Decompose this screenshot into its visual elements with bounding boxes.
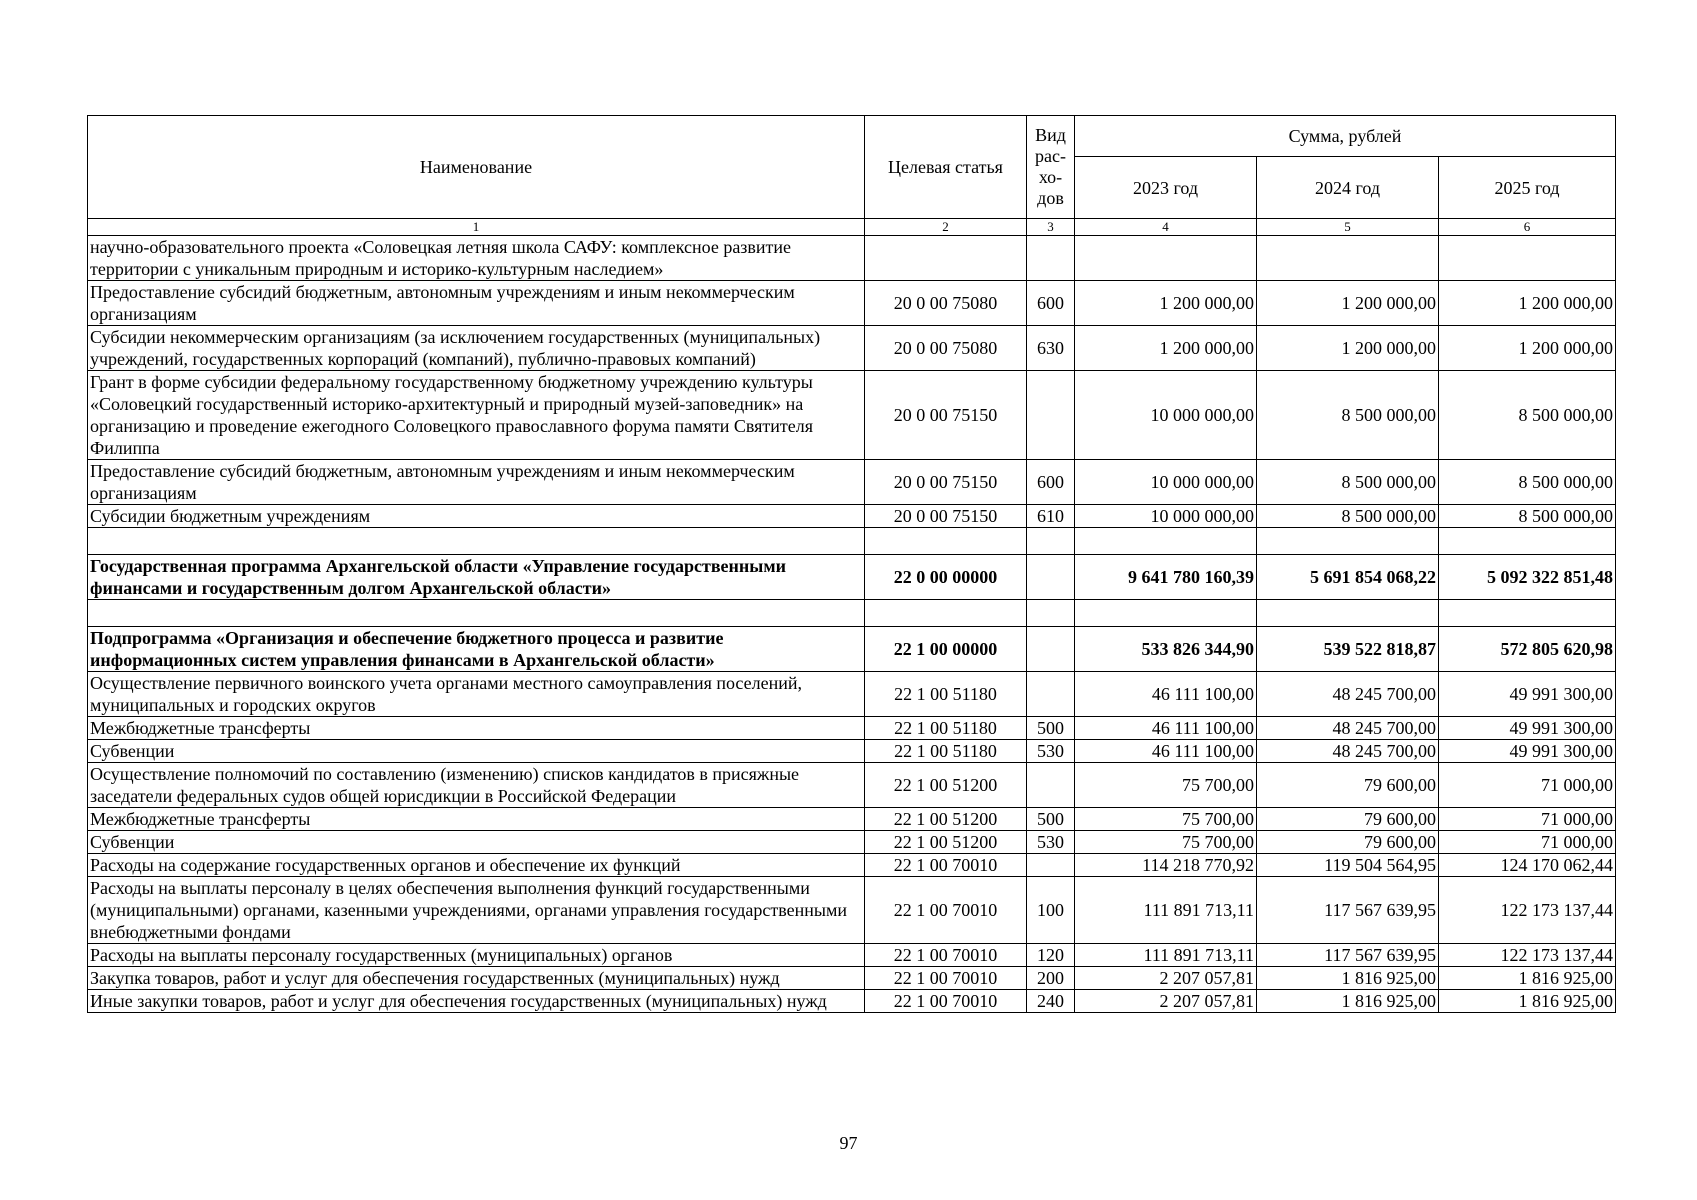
column-number: 3 [1027, 219, 1075, 236]
row-expense-type: 600 [1027, 460, 1075, 505]
budget-sheet [87, 115, 1615, 1013]
header-year-2023: 2023 год [1075, 157, 1257, 219]
row-name: Субвенции [88, 740, 865, 763]
row-target: 22 1 00 51200 [865, 831, 1027, 854]
row-expense-type [1027, 236, 1075, 281]
row-expense-type [1027, 600, 1075, 627]
row-amount-2023: 1 200 000,00 [1075, 281, 1257, 326]
row-expense-type [1027, 528, 1075, 555]
row-amount-2023: 10 000 000,00 [1075, 371, 1257, 460]
table-row-blank [88, 528, 1616, 555]
row-expense-type [1027, 555, 1075, 600]
row-amount-2025: 8 500 000,00 [1439, 371, 1616, 460]
row-target: 22 1 00 70010 [865, 877, 1027, 944]
row-expense-type [1027, 672, 1075, 717]
table-row [88, 505, 1616, 528]
table-row [88, 281, 1616, 326]
row-amount-2024: 119 504 564,95 [1257, 854, 1439, 877]
table-row [88, 672, 1616, 717]
row-name: Субвенции [88, 831, 865, 854]
row-target: 20 0 00 75150 [865, 460, 1027, 505]
row-amount-2024: 8 500 000,00 [1257, 460, 1439, 505]
row-expense-type: 500 [1027, 717, 1075, 740]
row-name: Закупка товаров, работ и услуг для обеспечения государственных (муниципальных) нужд [88, 967, 865, 990]
row-target: 22 1 00 70010 [865, 967, 1027, 990]
row-expense-type [1027, 854, 1075, 877]
row-amount-2025: 1 816 925,00 [1439, 990, 1616, 1013]
table-row [88, 854, 1616, 877]
row-target: 22 1 00 00000 [865, 627, 1027, 672]
table-row [88, 717, 1616, 740]
row-amount-2024: 79 600,00 [1257, 763, 1439, 808]
row-target: 22 1 00 51180 [865, 740, 1027, 763]
row-amount-2024: 79 600,00 [1257, 808, 1439, 831]
row-target [865, 528, 1027, 555]
row-name: Государственная программа Архангельской области «Управление государственными финансами и государственным долгом Архангельской области» [88, 555, 865, 600]
row-amount-2023: 111 891 713,11 [1075, 944, 1257, 967]
header-year-2024: 2024 год [1257, 157, 1439, 219]
row-name: Межбюджетные трансферты [88, 717, 865, 740]
row-target: 20 0 00 75150 [865, 505, 1027, 528]
header-target: Целевая статья [865, 116, 1027, 219]
table-row [88, 831, 1616, 854]
row-target: 22 1 00 51180 [865, 717, 1027, 740]
table-row [88, 944, 1616, 967]
row-amount-2025: 124 170 062,44 [1439, 854, 1616, 877]
row-amount-2025: 8 500 000,00 [1439, 460, 1616, 505]
row-amount-2024: 5 691 854 068,22 [1257, 555, 1439, 600]
row-amount-2023 [1075, 600, 1257, 627]
row-name: Грант в форме субсидии федеральному государственному бюджетному учреждению культуры «Соловецкий государственный историко-архитектурный и природный музей-заповедник» на организацию и проведение ежегодного Соловецкого православного форума памяти Святителя Филиппа [88, 371, 865, 460]
row-amount-2024: 48 245 700,00 [1257, 672, 1439, 717]
row-amount-2024: 117 567 639,95 [1257, 944, 1439, 967]
row-target: 22 1 00 51180 [865, 672, 1027, 717]
row-amount-2024 [1257, 236, 1439, 281]
row-amount-2024: 1 816 925,00 [1257, 967, 1439, 990]
row-target [865, 600, 1027, 627]
row-amount-2024: 48 245 700,00 [1257, 717, 1439, 740]
row-name [88, 600, 865, 627]
row-target: 22 1 00 70010 [865, 854, 1027, 877]
row-target [865, 236, 1027, 281]
row-name: Расходы на выплаты персоналу государственных (муниципальных) органов [88, 944, 865, 967]
table-row [88, 877, 1616, 944]
row-target: 22 1 00 51200 [865, 808, 1027, 831]
column-number: 5 [1257, 219, 1439, 236]
row-amount-2025: 1 200 000,00 [1439, 326, 1616, 371]
row-amount-2023: 46 111 100,00 [1075, 717, 1257, 740]
row-target: 20 0 00 75150 [865, 371, 1027, 460]
row-amount-2023: 10 000 000,00 [1075, 460, 1257, 505]
row-amount-2025: 122 173 137,44 [1439, 944, 1616, 967]
row-target: 22 0 00 00000 [865, 555, 1027, 600]
row-amount-2023 [1075, 236, 1257, 281]
row-name: Субсидии бюджетным учреждениям [88, 505, 865, 528]
row-name: Субсидии некоммерческим организациям (за исключением государственных (муниципальных) учреждений, государственных корпораций (компаний), публично-правовых компаний) [88, 326, 865, 371]
table-body [88, 236, 1616, 1013]
row-amount-2025: 1 200 000,00 [1439, 281, 1616, 326]
table-header [88, 116, 1616, 236]
row-amount-2025: 71 000,00 [1439, 763, 1616, 808]
row-expense-type [1027, 763, 1075, 808]
budget-table [87, 115, 1616, 1013]
row-amount-2023: 533 826 344,90 [1075, 627, 1257, 672]
page-number: 97 [839, 1133, 858, 1153]
row-amount-2024: 8 500 000,00 [1257, 371, 1439, 460]
row-expense-type: 610 [1027, 505, 1075, 528]
row-expense-type: 120 [1027, 944, 1075, 967]
row-amount-2025: 122 173 137,44 [1439, 877, 1616, 944]
row-target: 22 1 00 70010 [865, 990, 1027, 1013]
table-row [88, 763, 1616, 808]
row-amount-2023: 46 111 100,00 [1075, 672, 1257, 717]
row-name: Расходы на содержание государственных органов и обеспечение их функций [88, 854, 865, 877]
row-amount-2024 [1257, 528, 1439, 555]
row-expense-type: 530 [1027, 740, 1075, 763]
row-target: 22 1 00 70010 [865, 944, 1027, 967]
row-name: Предоставление субсидий бюджетным, автономным учреждениям и иным некоммерческим организациям [88, 460, 865, 505]
row-amount-2023: 75 700,00 [1075, 763, 1257, 808]
row-amount-2025: 71 000,00 [1439, 808, 1616, 831]
row-amount-2024: 1 816 925,00 [1257, 990, 1439, 1013]
header-year-2025: 2025 год [1439, 157, 1616, 219]
table-row [88, 808, 1616, 831]
header-expense-type [1027, 116, 1075, 219]
row-expense-type: 240 [1027, 990, 1075, 1013]
table-row [88, 460, 1616, 505]
column-number: 1 [88, 219, 865, 236]
row-name [88, 528, 865, 555]
row-amount-2025: 49 991 300,00 [1439, 740, 1616, 763]
header-expense-type-line: рас- [1035, 146, 1066, 166]
header-expense-type-line: Вид [1035, 125, 1066, 145]
table-row [88, 967, 1616, 990]
column-number: 2 [865, 219, 1027, 236]
row-name: Осуществление первичного воинского учета органами местного самоуправления поселений, муниципальных и городских округов [88, 672, 865, 717]
column-number: 4 [1075, 219, 1257, 236]
row-name: Межбюджетные трансферты [88, 808, 865, 831]
row-amount-2024: 1 200 000,00 [1257, 326, 1439, 371]
row-expense-type: 530 [1027, 831, 1075, 854]
row-expense-type: 600 [1027, 281, 1075, 326]
row-amount-2024: 117 567 639,95 [1257, 877, 1439, 944]
row-amount-2023: 2 207 057,81 [1075, 967, 1257, 990]
row-name: Расходы на выплаты персоналу в целях обеспечения выполнения функций государственными (муниципальными) органами, казенными учреждениями, органами управления государственными внебюджетными фондами [88, 877, 865, 944]
row-amount-2025: 572 805 620,98 [1439, 627, 1616, 672]
row-expense-type [1027, 371, 1075, 460]
table-row [88, 236, 1616, 281]
row-amount-2025: 5 092 322 851,48 [1439, 555, 1616, 600]
row-expense-type: 630 [1027, 326, 1075, 371]
row-amount-2025: 49 991 300,00 [1439, 717, 1616, 740]
column-number-row [88, 219, 1616, 236]
row-expense-type: 500 [1027, 808, 1075, 831]
row-amount-2023: 75 700,00 [1075, 831, 1257, 854]
row-target: 20 0 00 75080 [865, 281, 1027, 326]
row-amount-2023: 10 000 000,00 [1075, 505, 1257, 528]
row-expense-type: 100 [1027, 877, 1075, 944]
header-name: Наименование [88, 116, 865, 219]
header-sum: Сумма, рублей [1075, 116, 1616, 157]
row-amount-2023: 111 891 713,11 [1075, 877, 1257, 944]
row-name: Осуществление полномочий по составлению (изменению) списков кандидатов в присяжные заседатели федеральных судов общей юрисдикции в Российской Федерации [88, 763, 865, 808]
table-row [88, 990, 1616, 1013]
table-row [88, 627, 1616, 672]
row-amount-2024: 79 600,00 [1257, 831, 1439, 854]
row-amount-2025 [1439, 236, 1616, 281]
row-amount-2023: 114 218 770,92 [1075, 854, 1257, 877]
row-amount-2023: 9 641 780 160,39 [1075, 555, 1257, 600]
row-amount-2024: 8 500 000,00 [1257, 505, 1439, 528]
table-row [88, 740, 1616, 763]
row-amount-2023: 2 207 057,81 [1075, 990, 1257, 1013]
row-name: Подпрограмма «Организация и обеспечение бюджетного процесса и развитие информационных систем управления финансами в Архангельской области» [88, 627, 865, 672]
row-amount-2023 [1075, 528, 1257, 555]
row-amount-2023: 75 700,00 [1075, 808, 1257, 831]
header-expense-type-line: дов [1037, 188, 1064, 208]
row-target: 22 1 00 51200 [865, 763, 1027, 808]
header-expense-type-line: хо- [1038, 167, 1063, 187]
row-amount-2025: 49 991 300,00 [1439, 672, 1616, 717]
row-amount-2023: 1 200 000,00 [1075, 326, 1257, 371]
row-amount-2025: 8 500 000,00 [1439, 505, 1616, 528]
row-name: Предоставление субсидий бюджетным, автономным учреждениям и иным некоммерческим организациям [88, 281, 865, 326]
table-row [88, 326, 1616, 371]
row-amount-2025 [1439, 600, 1616, 627]
table-row-blank [88, 600, 1616, 627]
column-number: 6 [1439, 219, 1616, 236]
row-amount-2024: 48 245 700,00 [1257, 740, 1439, 763]
row-amount-2025 [1439, 528, 1616, 555]
row-target: 20 0 00 75080 [865, 326, 1027, 371]
row-expense-type [1027, 627, 1075, 672]
row-name: научно-образовательного проекта «Соловецкая летняя школа САФУ: комплексное развитие территории с уникальным природным и историко-культурным наследием» [88, 236, 865, 281]
table-row [88, 555, 1616, 600]
row-amount-2024 [1257, 600, 1439, 627]
table-row [88, 371, 1616, 460]
row-amount-2024: 539 522 818,87 [1257, 627, 1439, 672]
row-amount-2023: 46 111 100,00 [1075, 740, 1257, 763]
row-expense-type: 200 [1027, 967, 1075, 990]
row-amount-2024: 1 200 000,00 [1257, 281, 1439, 326]
row-name: Иные закупки товаров, работ и услуг для обеспечения государственных (муниципальных) нужд [88, 990, 865, 1013]
row-amount-2025: 1 816 925,00 [1439, 967, 1616, 990]
row-amount-2025: 71 000,00 [1439, 831, 1616, 854]
